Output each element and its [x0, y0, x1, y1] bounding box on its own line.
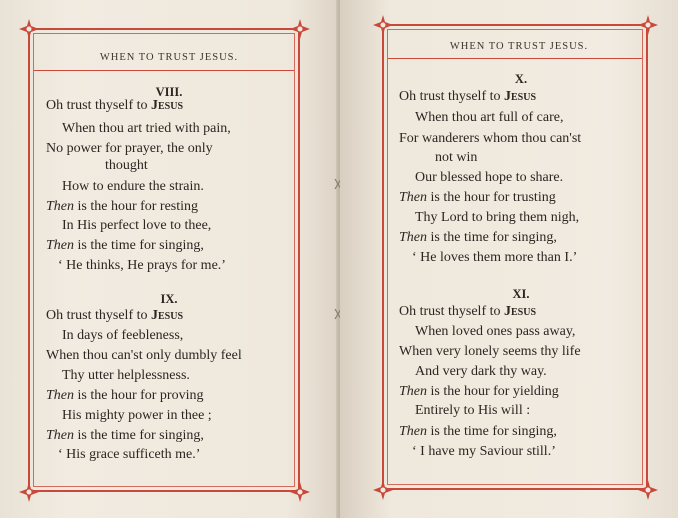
corner-ornament-icon [372, 479, 394, 501]
verse-line: Thy utter helplessness. [62, 368, 190, 383]
corner-ornament-icon [637, 14, 659, 36]
verse-line: His mighty power in thee ; [62, 408, 212, 423]
verse-line: Oh trust thyself to Jesus [46, 98, 184, 113]
verse-line: In His perfect love to thee, [62, 218, 212, 233]
stanza-number: VIII. [155, 85, 183, 99]
corner-ornament-icon [289, 18, 311, 40]
verse-line: ‘ I have my Saviour still.’ [412, 444, 556, 459]
corner-ornament-icon [637, 479, 659, 501]
verse-line: And very dark thy way. [415, 364, 547, 379]
verse-line: Then is the hour for yielding [399, 384, 559, 399]
verse-line: Then is the time for singing, [46, 428, 204, 443]
stanza-number: IX. [160, 292, 178, 306]
page-header: WHEN TO TRUST JESUS. [449, 41, 589, 52]
corner-ornament-icon [18, 18, 40, 40]
verse-line: Then is the time for singing, [399, 230, 557, 245]
corner-ornament-icon [18, 481, 40, 503]
verse-line: When thou art full of care, [415, 110, 564, 125]
verse-line: How to endure the strain. [62, 179, 204, 194]
verse-line: Oh trust thyself to Jesus [399, 89, 537, 104]
verse-line: Then is the time for singing, [46, 238, 204, 253]
left-page [0, 0, 338, 518]
verse-line: Oh trust thyself to Jesus [399, 304, 537, 319]
corner-ornament-icon [372, 14, 394, 36]
verse-line: Then is the hour for resting [46, 199, 199, 214]
verse-line: For wanderers whom thou can'st [399, 131, 582, 146]
verse-line: When thou can'st only dumbly feel [46, 348, 242, 363]
verse-line: When very lonely seems thy life [399, 344, 581, 359]
verse-line: Entirely to His will : [415, 403, 531, 418]
verse-line: ‘ He loves them more than I.’ [412, 250, 578, 265]
verse-line: ‘ He thinks, He prays for me.’ [58, 258, 226, 273]
verse-line: When thou art tried with pain, [62, 121, 231, 136]
verse-line: ‘ His grace sufficeth me.’ [58, 447, 201, 462]
corner-ornament-icon [289, 481, 311, 503]
verse-line: No power for prayer, the only [46, 141, 213, 156]
stanza-number: XI. [512, 287, 530, 301]
verse-line: Oh trust thyself to Jesus [46, 308, 184, 323]
verse-line: When loved ones pass away, [415, 324, 576, 339]
verse-line: In days of feebleness, [62, 328, 184, 343]
verse-line: Then is the hour for trusting [399, 190, 556, 205]
right-page [340, 0, 678, 518]
verse-line: Then is the time for singing, [399, 424, 557, 439]
verse-line: thought [105, 158, 148, 173]
verse-line: not win [435, 150, 478, 165]
header-divider [34, 70, 294, 71]
stanza-number: X. [514, 72, 528, 86]
verse-line: Our blessed hope to share. [415, 170, 564, 185]
header-divider [388, 58, 642, 59]
page-header: WHEN TO TRUST JESUS. [99, 52, 239, 63]
verse-line: Then is the hour for proving [46, 388, 204, 403]
verse-line: Thy Lord to bring them nigh, [415, 210, 580, 225]
